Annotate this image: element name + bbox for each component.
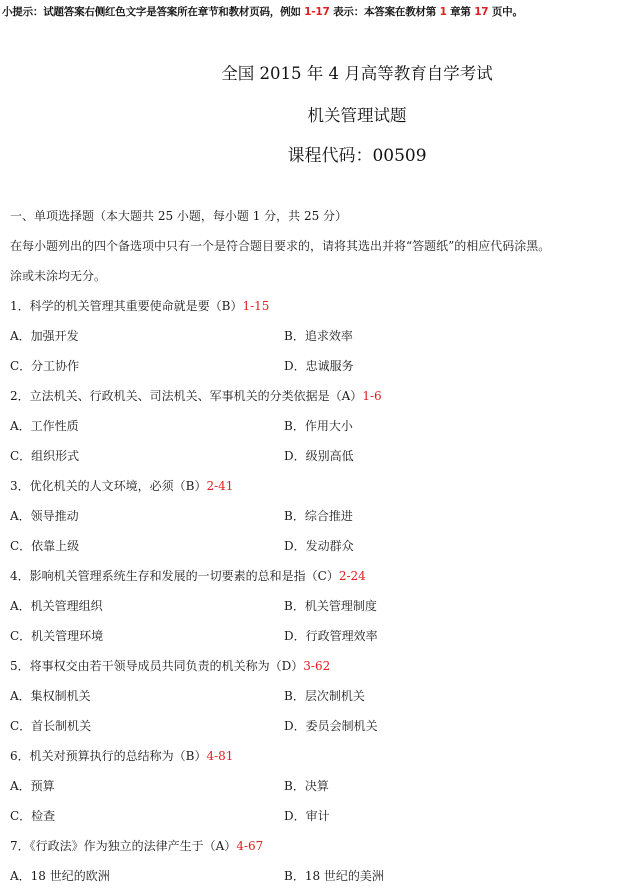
hint-chapter-number: 1 [439,6,447,18]
answer-ref: 1-15 [242,299,270,313]
subject-title: 机关管理试题 [307,106,407,125]
option-item: C．依靠上级 [10,539,80,553]
option-item: D．行政管理效率 [284,629,378,643]
answer-ref: 4-81 [206,749,234,763]
section-heading: 一、单项选择题（本大题共 25 小题，每小题 1 分，共 25 分） [10,209,348,223]
option-item: A．加强开发 [10,329,79,343]
hint-middle-2: 章第 [446,6,475,18]
option-item: B．追求效率 [284,329,353,343]
question-stem [10,387,382,404]
question-stem [10,837,263,854]
question-text: 3．优化机关的人文环境，必须（B） [10,479,207,493]
question-stem [10,747,233,764]
instruction-line-1: 在每小题列出的四个备选项中只有一个是符合题目要求的，请将其选出并将“答题纸”的相应代码涂黑。 [10,239,551,253]
option-item: B．层次制机关 [284,689,365,703]
option-item: D．级别高低 [284,449,354,463]
question-text: 6．机关对预算执行的总结称为（B） [10,749,207,763]
option-item: D．委员会制机关 [284,719,378,733]
option-item: C．分工协作 [10,359,80,373]
course-code: 课程代码：00509 [287,146,427,166]
question-text: 1．科学的机关管理其重要使命就是要（B） [10,299,243,313]
hint-middle-1: 表示：本答案在教材第 [329,6,440,18]
hint-example-ref: 1-17 [304,6,330,18]
question-stem [10,477,233,494]
hint-suffix: 页中。 [488,6,523,18]
option-item: A．工作性质 [10,419,79,433]
question-text: 7．《行政法》作为独立的法律产生于（A） [10,839,237,853]
question-stem [10,297,269,314]
answer-ref: 2-41 [206,479,234,493]
hint-banner [2,4,523,19]
option-item: A．机关管理组织 [10,599,103,613]
answer-ref: 1-6 [362,389,382,403]
option-item: C．检查 [10,809,56,823]
option-item: B．决算 [284,779,329,793]
answer-ref: 4-67 [236,839,264,853]
question-text: 4．影响机关管理系统生存和发展的一切要素的总和是指（C） [10,569,339,583]
option-item: B．综合推进 [284,509,353,523]
question-text: 2．立法机关、行政机关、司法机关、军事机关的分类依据是（A） [10,389,363,403]
option-item: A．18 世纪的欧洲 [10,869,110,883]
option-item: A．预算 [10,779,55,793]
hint-prefix: 小提示：试题答案右侧红色文字是答案所在章节和教材页码，例如 [2,6,305,18]
option-item: B．作用大小 [284,419,353,433]
question-text: 5．将事权交由若干领导成员共同负责的机关称为（D） [10,659,304,673]
option-item: C．机关管理环境 [10,629,104,643]
option-item: A．领导推动 [10,509,79,523]
question-stem [10,567,366,584]
option-item: D．审计 [284,809,330,823]
option-item: D．忠诚服务 [284,359,354,373]
answer-ref: 2-24 [338,569,366,583]
option-item: C．首长制机关 [10,719,92,733]
option-item: A．集权制机关 [10,689,91,703]
instruction-line-2: 涂或未涂均无分。 [10,269,107,283]
option-item: B．机关管理制度 [284,599,377,613]
option-item: D．发动群众 [284,539,354,553]
exam-title: 全国 2015 年 4 月高等教育自学考试 [221,64,493,83]
option-item: B．18 世纪的美洲 [284,869,384,883]
option-item: C．组织形式 [10,449,80,463]
question-stem [10,657,330,674]
hint-page-number: 17 [474,6,489,18]
answer-ref: 3-62 [303,659,331,673]
